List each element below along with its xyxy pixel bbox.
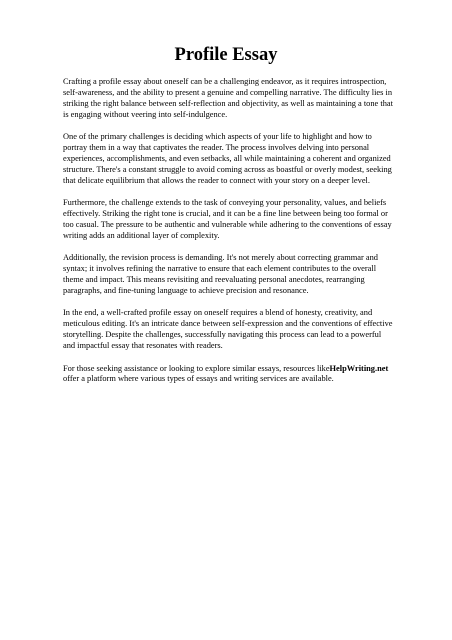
- essay-body: [63, 77, 393, 397]
- page-title: Profile Essay: [174, 45, 278, 65]
- closing-text-after: offer a platform where various types of essays and writing services are available.: [63, 374, 334, 384]
- paragraph-2: One of the primary challenges is deciding which aspects of your life to highlight and how to portray them in a way that captivates the reader. The process involves delving into personal experiences, accomplishments, and even setbacks, all while maintaining a coherent and organized structure. There's a constant struggle to avoid coming across as boastful or overly modest, seeking that delicate equilibrium that allows the reader to connect with your story on a deeper level.: [63, 132, 392, 185]
- paragraph-4: Additionally, the revision process is demanding. It's not merely about correcting grammar and syntax; it involves refining the narrative to ensure that each element contributes to the overall theme and impact. This means revisiting and reevaluating personal anecdotes, rearranging paragraphs, and fine-tuning language to achieve precision and resonance.: [63, 253, 378, 295]
- closing-paragraph: [63, 364, 393, 386]
- paragraph-5: In the end, a well-crafted profile essay on oneself requires a blend of honesty, creativity, and meticulous editing. It's an intricate dance between self-expression and the conventions of effective storytelling. Despite the challenges, successfully navigating this process can lead to a powerful and impactful essay that resonates with readers.: [63, 308, 393, 351]
- paragraph-3: Furthermore, the challenge extends to the task of conveying your personality, values, and beliefs effectively. Striking the right tone is crucial, and it can be a fine line between being too formal or too casual. The pressure to be authentic and vulnerable while adhering to the conventions of essay writing adds an additional layer of complexity.: [63, 198, 392, 240]
- helpwriting-link[interactable]: HelpWriting.net: [329, 363, 389, 373]
- closing-text-before: For those seeking assistance or looking to explore similar essays, resources like: [63, 363, 330, 373]
- paragraph-1: Crafting a profile essay about oneself can be a challenging endeavor, as it requires introspection, self-awareness, and the ability to present a genuine and compelling narrative. The difficulty lies in striking the right balance between self-reflection and objectivity, as well as maintaining a tone that is engaging without veering into self-indulgence.: [63, 77, 393, 119]
